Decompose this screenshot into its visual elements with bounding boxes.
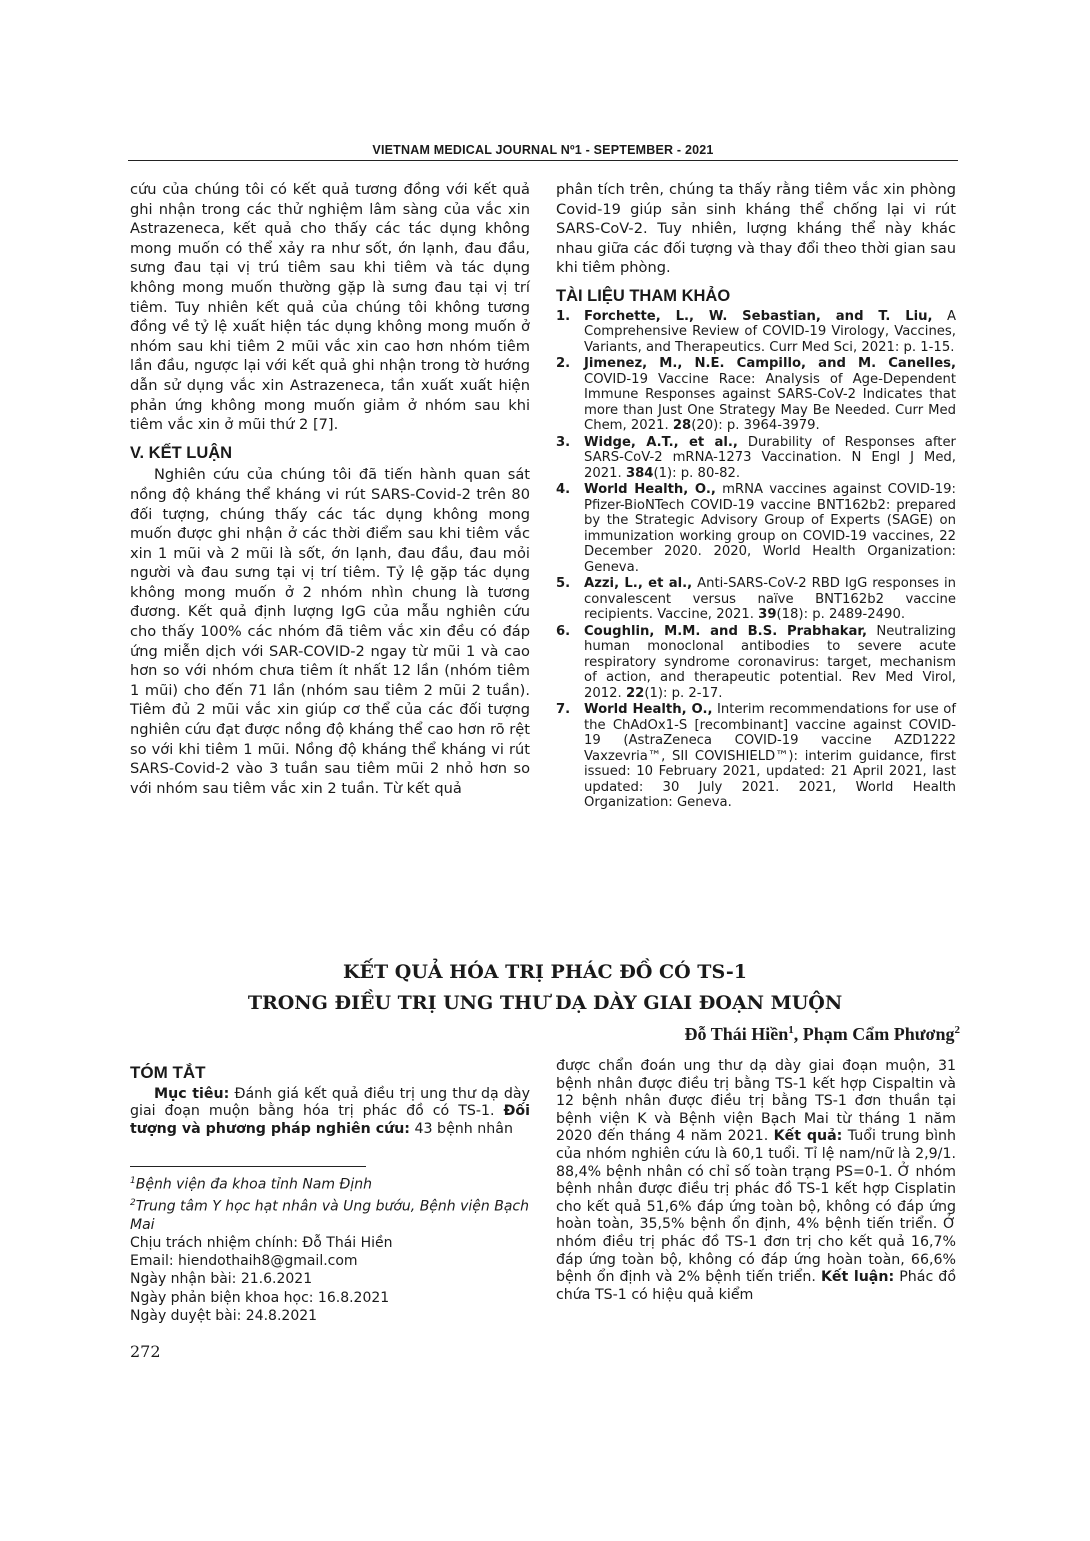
- article-title: [130, 957, 960, 1019]
- reference-number: 1.: [556, 308, 571, 324]
- footnote-marker: 1: [130, 1176, 136, 1186]
- reference-item: [556, 356, 956, 434]
- responsible-author: Chịu trách nhiệm chính: Đỗ Thái Hiền: [130, 1234, 393, 1251]
- reference-pages: (18): p. 2489-2490.: [776, 607, 906, 623]
- method-text: 43 bệnh nhân: [409, 1120, 513, 1137]
- reference-number: 5.: [556, 576, 571, 592]
- reference-authors: Azzi, L., et al.,: [584, 576, 693, 592]
- reference-number: 6.: [556, 623, 571, 639]
- reference-item: [556, 435, 956, 482]
- abstract-left-column: [130, 1063, 530, 1138]
- reference-authors: Widge, A.T., et al.,: [584, 434, 738, 450]
- author-name: Đỗ Thái Hiền: [684, 1024, 789, 1044]
- reference-text: Interim recommendations for use of the ChAdOx1-S [recombinant] vaccine against COVID-19 (AstraZeneca COVID-19 vaccine AZD1222 Vaxzevria™, SII COVISHIELD™): interim guidance, first issued: 10 February 2021, updated: 21 April 2021, last updated: 30 July 2021. 2021, World Health Organization: Geneva.: [584, 702, 956, 811]
- author-name: Phạm Cẩm Phương: [802, 1024, 955, 1044]
- reference-item: [556, 702, 956, 811]
- conclusion-text: Phác đồ chứa TS-1 có hiệu quả kiểm: [556, 1269, 956, 1303]
- method-label: Đối tượng và phương pháp nghiên cứu:: [130, 1103, 530, 1137]
- received-date: Ngày nhận bài: 21.6.2021: [130, 1271, 313, 1288]
- footnote-marker: 2: [130, 1197, 136, 1208]
- reference-list: [556, 309, 956, 811]
- reference-volume: 39: [758, 607, 777, 623]
- body-paragraph: phân tích trên, chúng ta thấy rằng tiêm vắc xin phòng Covid-19 giúp sản sinh kháng thể chống lại vi rút SARS-CoV-2. Tuy nhiên, lượng kháng thể này khác nhau giữa các đối tượng và thay đổi theo thời gian sau khi tiêm phòng.: [556, 181, 956, 277]
- running-head: VIETNAM MEDICAL JOURNAL Nº1 - SEPTEMBER - 2021: [372, 143, 714, 157]
- result-label: Kết quả:: [773, 1128, 843, 1145]
- reference-item: [556, 576, 956, 623]
- footnote-text: Bệnh viện đa khoa tỉnh Nam Định: [135, 1176, 372, 1193]
- objective-label: Mục tiêu:: [154, 1085, 230, 1102]
- reference-authors: Forchette, L., W. Sebastian, and T. Liu,: [584, 308, 933, 324]
- article-title-line: KẾT QUẢ HÓA TRỊ PHÁC ĐỒ CÓ TS-1: [343, 961, 747, 983]
- footnote-rule: [130, 1166, 366, 1167]
- body-paragraph: cứu của chúng tôi có kết quả tương đồng với kết quả ghi nhận trong các thử nghiệm lâm sàng của vắc xin Astrazeneca, kết quả cho thấy các tác dụng không mong muốn có thể xảy ra như sốt, ớn lạnh, đau đầu, sưng đau tại vị trú tiêm sau khi tiêm và tác dụng không mong muốn thường gặp là sưng đau tại vị trí tiêm. Tuy nhiên kết quả của chúng tôi không tương đồng về tỷ lệ xuất hiện tác dụng không mong muốn ở nhóm sau khi tiêm 2 mũi vắc xin cao hơn nhóm tiêm lần đầu, ngược lại với kết quả ghi nhận trong tờ hướng dẫn sử dụng vắc xin Astrazeneca, tần xuất xuất hiện phản ứng không mong muốn giảm ở nhóm sau khi tiêm vắc xin ở mũi thứ 2 [7].: [130, 181, 530, 434]
- abstract-continuation: [556, 1058, 956, 1304]
- section-heading: V. KẾT LUẬN: [130, 443, 233, 462]
- left-column: [130, 180, 530, 798]
- reference-item: [556, 309, 956, 356]
- reference-text: COVID-19 Vaccine Race: Analysis of Age-Dependent Immune Responses against SARS-CoV-2 Indicates that more than Just One Strategy May Be Needed. Curr Med Chem, 2021.: [584, 371, 956, 434]
- conclusion-label: Kết luận:: [820, 1269, 895, 1286]
- objective-text: Đánh giá kết quả điều trị ung thư dạ dày giai đoạn muộn bằng hóa trị phác đồ có TS-1.: [130, 1085, 531, 1120]
- reference-authors: Coughlin, M.M. and B.S. Prabhakar,: [584, 623, 867, 639]
- abstract-text: được chẩn đoán ung thư dạ dày giai đoạn muộn, 31 bệnh nhân được điều trị bằng TS-1 kết hợp Cispaltin và 12 bệnh nhân được điều trị bằng TS-1 đơn thuần tại bệnh viện K và Bệnh viện Bạch Mai từ tháng 1 năm 2020 đến tháng 4 năm 2021.: [556, 1058, 956, 1145]
- reference-volume: 22: [625, 685, 645, 701]
- reference-text: mRNA vaccines against COVID-19: Pfizer-BioNTech COVID-19 vaccine BNT162b2: prepared by the Strategic Advisory Group of Experts (SAGE) on immunization working group on COVID-19 vaccines, 22 December 2020. 2020, World Health Organization: Geneva.: [584, 482, 957, 575]
- references-heading: TÀI LIỆU THAM KHẢO: [556, 286, 731, 305]
- reference-number: 4.: [556, 482, 571, 498]
- article-authors: [685, 1024, 960, 1045]
- reference-volume: 28: [672, 418, 692, 434]
- reference-authors: World Health, O.,: [584, 702, 713, 718]
- reference-text: A Comprehensive Review of COVID-19 Virology, Vaccines, Variants, and Therapeutics. Curr Med Sci, 2021: p. 1-15.: [584, 308, 956, 355]
- reference-pages: (1): p. 2-17.: [644, 685, 723, 701]
- author-separator: ,: [793, 1024, 803, 1044]
- footnote-text: Trung tâm Y học hạt nhân và Ung bướu, Bệnh viện Bạch Mai: [130, 1198, 529, 1233]
- reference-text: Neutralizing human monoclonal antibodies to severe acute respiratory syndrome coronavirus: target, mechanism of action, and therapeutic potential. Rev Med Virol, 2012.: [584, 623, 956, 701]
- review-date: Ngày phản biện khoa học: 16.8.2021: [130, 1289, 390, 1306]
- reference-text: Durability of Responses after SARS-CoV-2 mRNA-1273 Vaccination. N Engl J Med, 2021.: [584, 434, 956, 481]
- affiliation-footnote: [130, 1194, 530, 1234]
- abstract-paragraph: [130, 1086, 530, 1139]
- reference-item: [556, 624, 956, 702]
- reference-number: 7.: [556, 702, 571, 718]
- reference-authors: Jimenez, M., N.E. Campillo, and M. Canelles,: [584, 356, 956, 372]
- email-line: Email: hiendothaih8@gmail.com: [130, 1253, 358, 1270]
- accepted-date: Ngày duyệt bài: 24.8.2021: [130, 1307, 318, 1324]
- reference-pages: (20): p. 3964-3979.: [691, 418, 820, 434]
- footnotes: [130, 1172, 530, 1325]
- affiliation-footnote: [130, 1172, 530, 1194]
- reference-number: 2.: [556, 356, 571, 372]
- page-number: 272: [130, 1342, 161, 1361]
- reference-pages: (1): p. 80-82.: [653, 465, 741, 481]
- reference-item: [556, 482, 956, 575]
- affiliation-marker: 1: [788, 1024, 794, 1036]
- header-rule: [128, 160, 958, 161]
- reference-number: 3.: [556, 434, 571, 450]
- article-title-line: TRONG ĐIỀU TRỊ UNG THƯ DẠ DÀY GIAI ĐOẠN MUỘN: [247, 992, 843, 1014]
- reference-text: Anti-SARS-CoV-2 RBD IgG responses in convalescent versus naïve BNT162b2 vaccine recipients. Vaccine, 2021.: [584, 576, 956, 623]
- right-column: [556, 180, 956, 812]
- result-text: Tuổi trung bình của nhóm nghiên cứu là 60,1 tuổi. Tỉ lệ nam/nữ là 2,9/1. 88,4% bệnh nhân có chỉ số toàn trạng PS=0-1. Ở nhóm bệnh nhân được điều trị phác đồ TS-1 kết hợp Cisplatin cho kết quả 51,6% đáp ứng toàn bộ, không có đáp ứng hoàn toàn, 35,5% bệnh ổn định, 4% bệnh tiến triển. Ở nhóm điều trị phác đồ TS-1 đơn trị cho kết quả 16,7% đáp ứng toàn bộ, không có đáp ứng hoàn toàn, 66,6% bệnh ổn định và 2% bệnh tiến triển.: [556, 1128, 956, 1286]
- reference-volume: 384: [625, 465, 654, 481]
- abstract-right-column: [556, 1058, 956, 1304]
- abstract-heading: TÓM TẮT: [130, 1063, 206, 1082]
- affiliation-marker: 2: [954, 1024, 960, 1036]
- conclusion-paragraph: Nghiên cứu của chúng tôi đã tiến hành quan sát nồng độ kháng thể kháng vi rút SARS-Covid-2 trên 80 đối tượng, chúng thấy các tác dụng không mong muốn được ghi nhận ở các thời điểm sau khi tiêm vắc xin 1 mũi và 2 mũi là sốt, ớn lạnh, đau đầu, đau mỏi người và đau sưng tại vị trí tiêm. Tỷ lệ gặp tác dụng không mong muốn ở 2 nhóm nhìn chung là tương đương. Kết quả định lượng IgG của mẫu nghiên cứu cho thấy 100% các nhóm đã tiêm vắc xin đều có đáp ứng miễn dịch với SAR-COVID-2 ngay từ mũi 1 và cao hơn so với nhóm chưa tiêm ít nhất 12 lần (nhóm tiêm 1 mũi) cho đến 71 lần (nhóm sau tiêm 2 mũi 2 tuần). Tiêm đủ 2 mũi vắc xin giúp cơ thể của các đối tượng nghiên cứu đạt được nồng độ kháng thể cao hơn rõ rệt so với khi tiêm 1 mũi. Nồng độ kháng thể kháng vi rút SARS-Covid-2 vào 3 tuần sau tiêm mũi 2 nhỏ hơn so với nhóm sau tiêm vắc xin 2 tuần. Từ kết quả: [130, 466, 530, 797]
- reference-authors: World Health, O.,: [584, 482, 716, 498]
